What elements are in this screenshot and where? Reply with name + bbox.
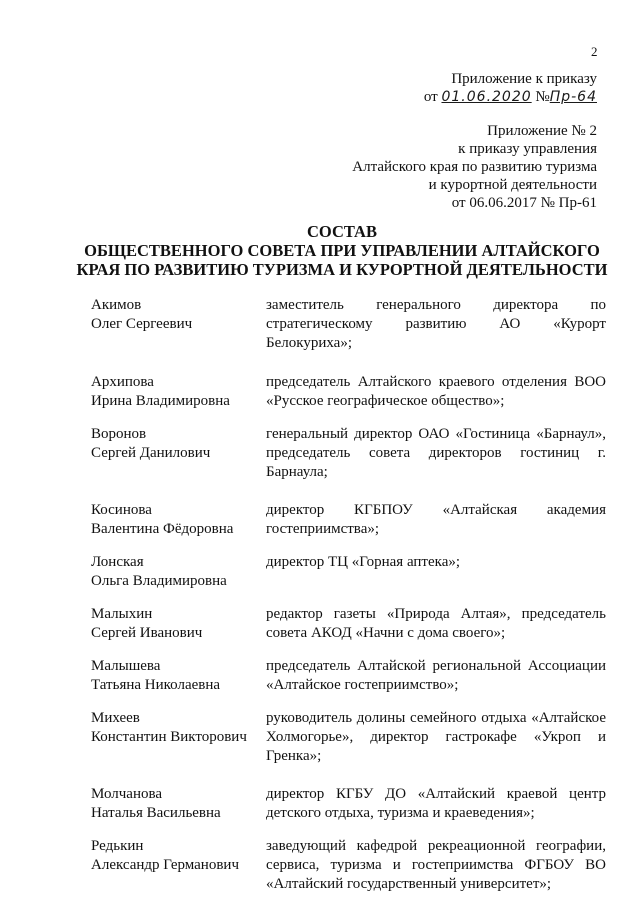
- member-given-name: Наталья Васильевна: [91, 805, 221, 821]
- member-role: директор КГБПОУ «Алтайская академия гостеприимства»;: [266, 502, 606, 537]
- appendix-order-title: Приложение к приказу: [451, 71, 597, 87]
- title-line: СОСТАВ: [307, 222, 377, 241]
- member-given-name: Ирина Владимировна: [91, 393, 230, 409]
- member-name: [91, 657, 266, 695]
- member-given-name: Сергей Данилович: [91, 445, 211, 461]
- member-given-name: Сергей Иванович: [91, 625, 203, 641]
- member-row: [91, 709, 607, 766]
- member-row: [91, 425, 607, 482]
- member-given-name: Ольга Владимировна: [91, 573, 227, 589]
- member-list: [91, 296, 607, 894]
- handwritten-date: 01.06.2020: [441, 89, 532, 105]
- member-role: заместитель генерального директора по стратегическому развитию АО «Курорт Белокуриха»;: [266, 297, 606, 351]
- member-surname: Акимов: [91, 297, 142, 313]
- member-role: руководитель долины семейного отдыха «Алтайское Холмогорье», директор гастрокафе «Укроп и Гренка»;: [266, 710, 606, 764]
- member-role: генеральный директор ОАО «Гостиница «Барнаул», председатель совета директоров гостиниц г. Барнаула;: [266, 426, 606, 480]
- member-row: [91, 785, 607, 823]
- number-sign: №: [535, 89, 550, 105]
- member-name: [91, 553, 266, 591]
- member-surname: Михеев: [91, 710, 140, 726]
- member-row: [91, 553, 607, 591]
- title-line: КРАЯ ПО РАЗВИТИЮ ТУРИЗМА И КУРОРТНОЙ ДЕЯТЕЛЬНОСТИ: [76, 260, 608, 279]
- member-given-name: Александр Германович: [91, 857, 239, 873]
- member-row: [91, 296, 607, 353]
- appendix-2-line: от 06.06.2017 № Пр-61: [451, 195, 597, 211]
- member-name: [91, 837, 266, 894]
- member-surname: Лонская: [91, 554, 144, 570]
- member-row: [91, 605, 607, 643]
- appendix-2-line: Приложение № 2: [487, 123, 597, 139]
- member-row: [91, 373, 607, 411]
- member-surname: Косинова: [91, 502, 152, 518]
- member-role: директор ТЦ «Горная аптека»;: [266, 554, 461, 570]
- member-surname: Молчанова: [91, 786, 163, 802]
- member-name: [91, 425, 266, 482]
- member-role: директор КГБУ ДО «Алтайский краевой центр детского отдыха, туризма и краеведения»;: [266, 786, 606, 821]
- member-surname: Редькин: [91, 838, 144, 854]
- member-name: [91, 296, 266, 353]
- member-name: [91, 373, 266, 411]
- member-name: [91, 785, 266, 823]
- appendix-2-line: и курортной деятельности: [428, 177, 597, 193]
- member-given-name: Константин Викторович: [91, 729, 247, 745]
- member-given-name: Татьяна Николаевна: [91, 677, 221, 693]
- member-surname: Воронов: [91, 426, 147, 442]
- member-name: [91, 501, 266, 539]
- member-given-name: Валентина Фёдоровна: [91, 521, 234, 537]
- member-row: [91, 501, 607, 539]
- title-line: ОБЩЕСТВЕННОГО СОВЕТА ПРИ УПРАВЛЕНИИ АЛТАЙСКОГО: [84, 241, 600, 260]
- appendix-2-line: к приказу управления: [458, 141, 597, 157]
- appendix-2-block: [352, 122, 597, 212]
- appendix-order-date-line: [424, 88, 597, 106]
- member-role: председатель Алтайского краевого отделения ВОО «Русское географическое общество»;: [266, 374, 606, 409]
- appendix-order-prefix: от: [423, 89, 438, 105]
- member-name: [91, 709, 266, 766]
- member-surname: Архипова: [91, 374, 154, 390]
- handwritten-number: Пр-64: [549, 89, 597, 105]
- member-role: редактор газеты «Природа Алтая», председатель совета АКОД «Начни с дома своего»;: [266, 606, 606, 641]
- member-name: [91, 605, 266, 643]
- page-number: 2: [591, 44, 598, 59]
- member-row: [91, 837, 607, 894]
- member-role: председатель Алтайской региональной Ассоциации «Алтайское гостеприимство»;: [266, 658, 606, 693]
- appendix-2-line: Алтайского края по развитию туризма: [352, 159, 597, 175]
- member-surname: Малышева: [91, 658, 161, 674]
- member-role: заведующий кафедрой рекреационной географии, сервиса, туризма и гостеприимства ФГБОУ ВО «Алтайский государственный университет»;: [266, 838, 606, 892]
- member-row: [91, 657, 607, 695]
- member-surname: Малыхин: [91, 606, 153, 622]
- appendix-order-block: [424, 70, 597, 106]
- member-given-name: Олег Сергеевич: [91, 316, 193, 332]
- document-title: [72, 222, 612, 279]
